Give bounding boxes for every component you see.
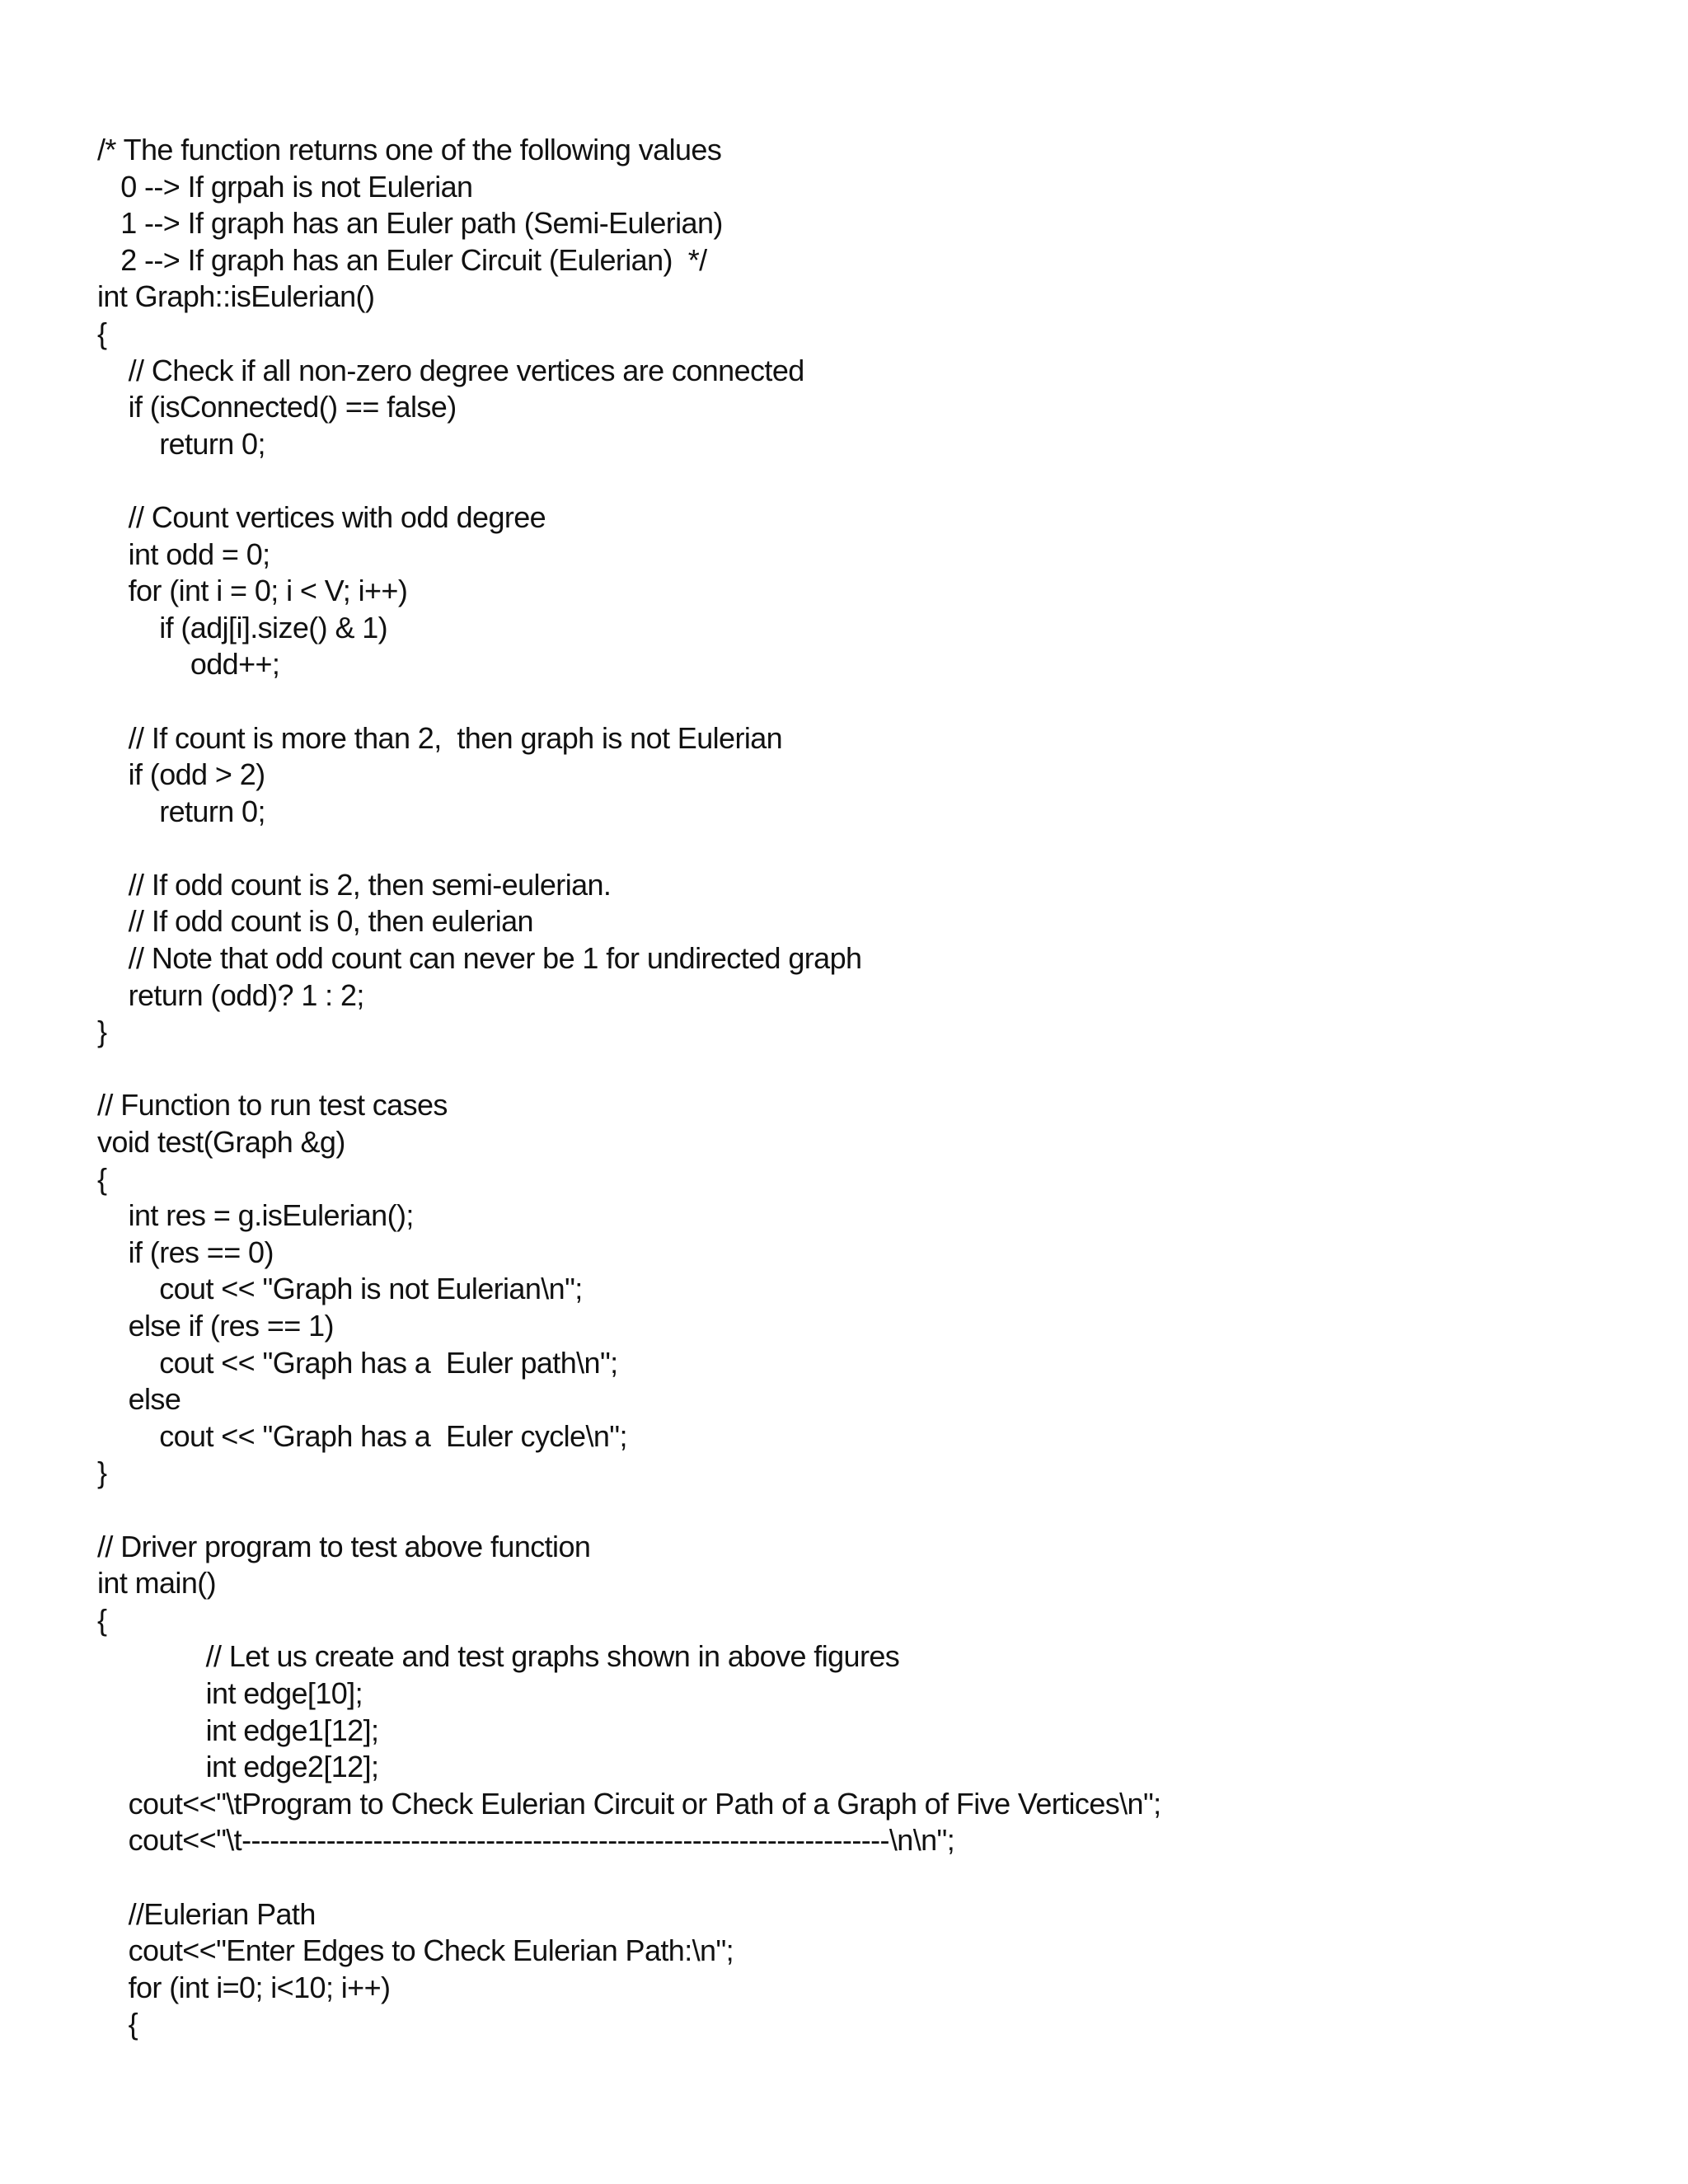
- code-line: [97, 462, 1630, 499]
- code-line: int edge2[12];: [97, 1750, 379, 1784]
- code-listing: [97, 132, 1630, 2043]
- code-line: for (int i=0; i<10; i++): [97, 1970, 391, 2004]
- code-line: {: [97, 2007, 138, 2041]
- code-line: return 0;: [97, 426, 265, 461]
- code-line: cout << "Graph is not Eulerian\n";: [97, 1272, 583, 1306]
- code-line: [97, 1859, 1630, 1896]
- code-line: else if (res == 1): [97, 1309, 334, 1343]
- code-line: cout<<"\tProgram to Check Eulerian Circuit or Path of a Graph of Five Vertices\n";: [97, 1786, 1161, 1821]
- code-line: [97, 1492, 1630, 1529]
- code-line: // Driver program to test above function: [97, 1529, 591, 1563]
- code-line: // If count is more than 2, then graph is not Eulerian: [97, 720, 783, 755]
- code-line: odd++;: [97, 647, 280, 682]
- code-line: // Count vertices with odd degree: [97, 499, 546, 534]
- code-line: for (int i = 0; i < V; i++): [97, 574, 408, 608]
- code-line: }: [97, 1455, 107, 1490]
- code-line: 2 --> If graph has an Euler Circuit (Eulerian) */: [97, 242, 707, 277]
- code-line: // Note that odd count can never be 1 for undirected graph: [97, 941, 862, 976]
- code-line: if (res == 0): [97, 1235, 274, 1269]
- code-line: 0 --> If grpah is not Eulerian: [97, 169, 473, 204]
- code-line: [97, 830, 1630, 867]
- code-line: int res = g.isEulerian();: [97, 1198, 414, 1233]
- code-line: //Eulerian Path: [97, 1896, 316, 1931]
- code-line: cout << "Graph has a Euler path\n";: [97, 1345, 618, 1380]
- code-line: /* The function returns one of the following values: [97, 133, 722, 166]
- code-line: cout<<"\t---------------------------------------------------------------------\n\n";: [97, 1823, 955, 1858]
- code-line: // If odd count is 0, then eulerian: [97, 904, 533, 939]
- code-line: if (odd > 2): [97, 757, 265, 792]
- code-line: else: [97, 1382, 181, 1417]
- code-line: int main(): [97, 1566, 217, 1601]
- code-line: // If odd count is 2, then semi-eulerian.: [97, 867, 612, 902]
- code-line: // Let us create and test graphs shown in above figures: [97, 1639, 900, 1674]
- code-line: if (adj[i].size() & 1): [97, 610, 388, 644]
- code-line: return 0;: [97, 794, 265, 828]
- code-line: {: [97, 316, 107, 350]
- code-line: cout<<"Enter Edges to Check Eulerian Path:\n";: [97, 1933, 734, 1968]
- code-line: [97, 683, 1630, 720]
- code-line: int Graph::isEulerian(): [97, 279, 375, 314]
- code-line: [97, 1051, 1630, 1088]
- code-line: cout << "Graph has a Euler cycle\n";: [97, 1418, 627, 1453]
- code-line: return (odd)? 1 : 2;: [97, 977, 364, 1012]
- code-line: // Check if all non-zero degree vertices are connected: [97, 353, 804, 387]
- code-line: if (isConnected() == false): [97, 390, 457, 424]
- code-line: void test(Graph &g): [97, 1125, 345, 1160]
- code-line: 1 --> If graph has an Euler path (Semi-Eulerian): [97, 206, 723, 241]
- code-line: {: [97, 1602, 107, 1637]
- code-line: }: [97, 1015, 107, 1049]
- code-line: int edge1[12];: [97, 1713, 379, 1747]
- code-line: int edge[10];: [97, 1675, 363, 1710]
- code-line: {: [97, 1161, 107, 1196]
- code-line: int odd = 0;: [97, 537, 270, 571]
- code-line: // Function to run test cases: [97, 1088, 448, 1122]
